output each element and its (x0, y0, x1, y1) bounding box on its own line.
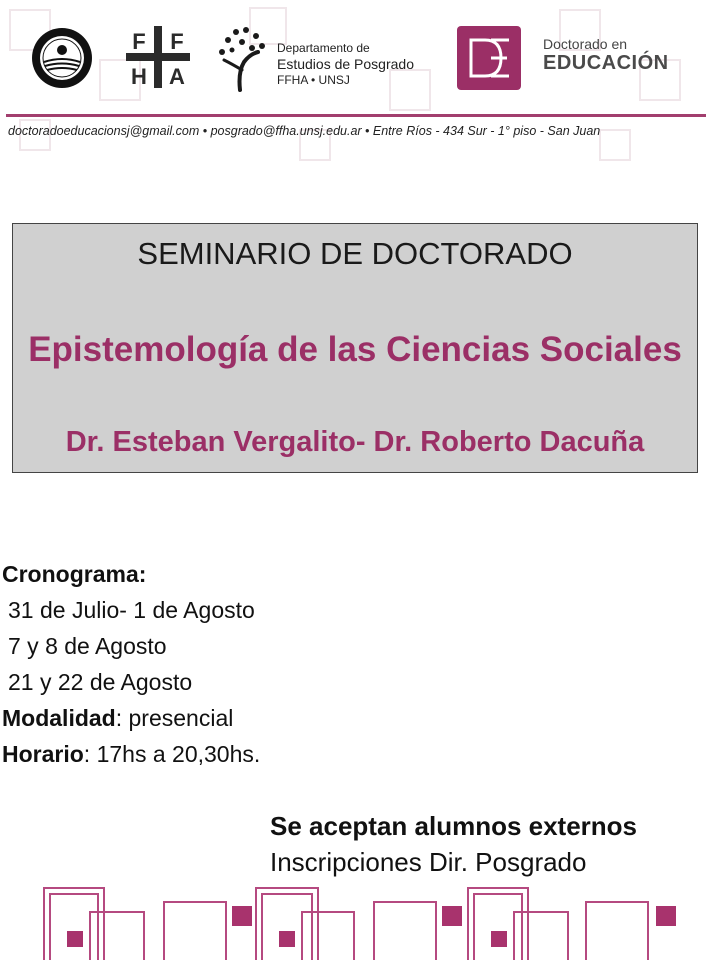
teachers: Dr. Esteban Vergalito- Dr. Roberto Dacuña (65, 426, 645, 458)
department-line-3: FFHA • UNSJ (277, 73, 350, 87)
modalidad-row (2, 700, 260, 736)
doctorado-line-1: Doctorado en (543, 36, 628, 52)
modalidad-value: : presencial (115, 705, 234, 731)
department-line-1: Departamento de (277, 41, 370, 55)
ffha-letter-f2: F (170, 29, 184, 54)
seminar-info (2, 556, 260, 772)
department-name (277, 40, 414, 88)
ffha-letter-f1: F (132, 29, 146, 54)
seminar-title-box (12, 223, 698, 473)
date-item: 7 y 8 de Agosto (8, 633, 167, 659)
enrollment-note: Inscripciones Dir. Posgrado (270, 847, 587, 877)
ffha-letter-h: H (131, 64, 147, 88)
horario-label: Horario (2, 741, 84, 767)
header (0, 0, 720, 112)
course-title: Epistemología de las Ciencias Sociales (28, 330, 682, 369)
header-divider (6, 114, 706, 117)
enrollment-notice (270, 808, 637, 880)
cronograma-label: Cronograma: (2, 561, 147, 587)
doctorado-line-2: EDUCACIÓN (543, 52, 669, 74)
date-item: 31 de Julio- 1 de Agosto (8, 597, 255, 623)
doctorado-title (543, 36, 669, 75)
ffha-logo (126, 26, 190, 88)
date-item: 21 y 22 de Agosto (8, 669, 193, 695)
doctorado-logo (457, 26, 521, 90)
horario-row (2, 736, 260, 772)
external-students-note: Se aceptan alumnos externos (270, 811, 638, 841)
modalidad-label: Modalidad (2, 705, 116, 731)
department-line-2: Estudios de Posgrado (277, 56, 414, 72)
tree-people-icon (218, 26, 270, 92)
footer-pattern (0, 880, 720, 960)
horario-value: : 17hs a 20,30hs. (83, 741, 261, 767)
unsj-seal-logo (30, 26, 94, 90)
seminar-heading: SEMINARIO DE DOCTORADO (137, 236, 573, 271)
contact-line: doctoradoeducacionsj@gmail.com • posgrado@ffha.unsj.edu.ar • Entre Ríos - 434 Sur - 1° piso - San Juan (8, 124, 601, 138)
ffha-letter-a: A (169, 64, 185, 88)
